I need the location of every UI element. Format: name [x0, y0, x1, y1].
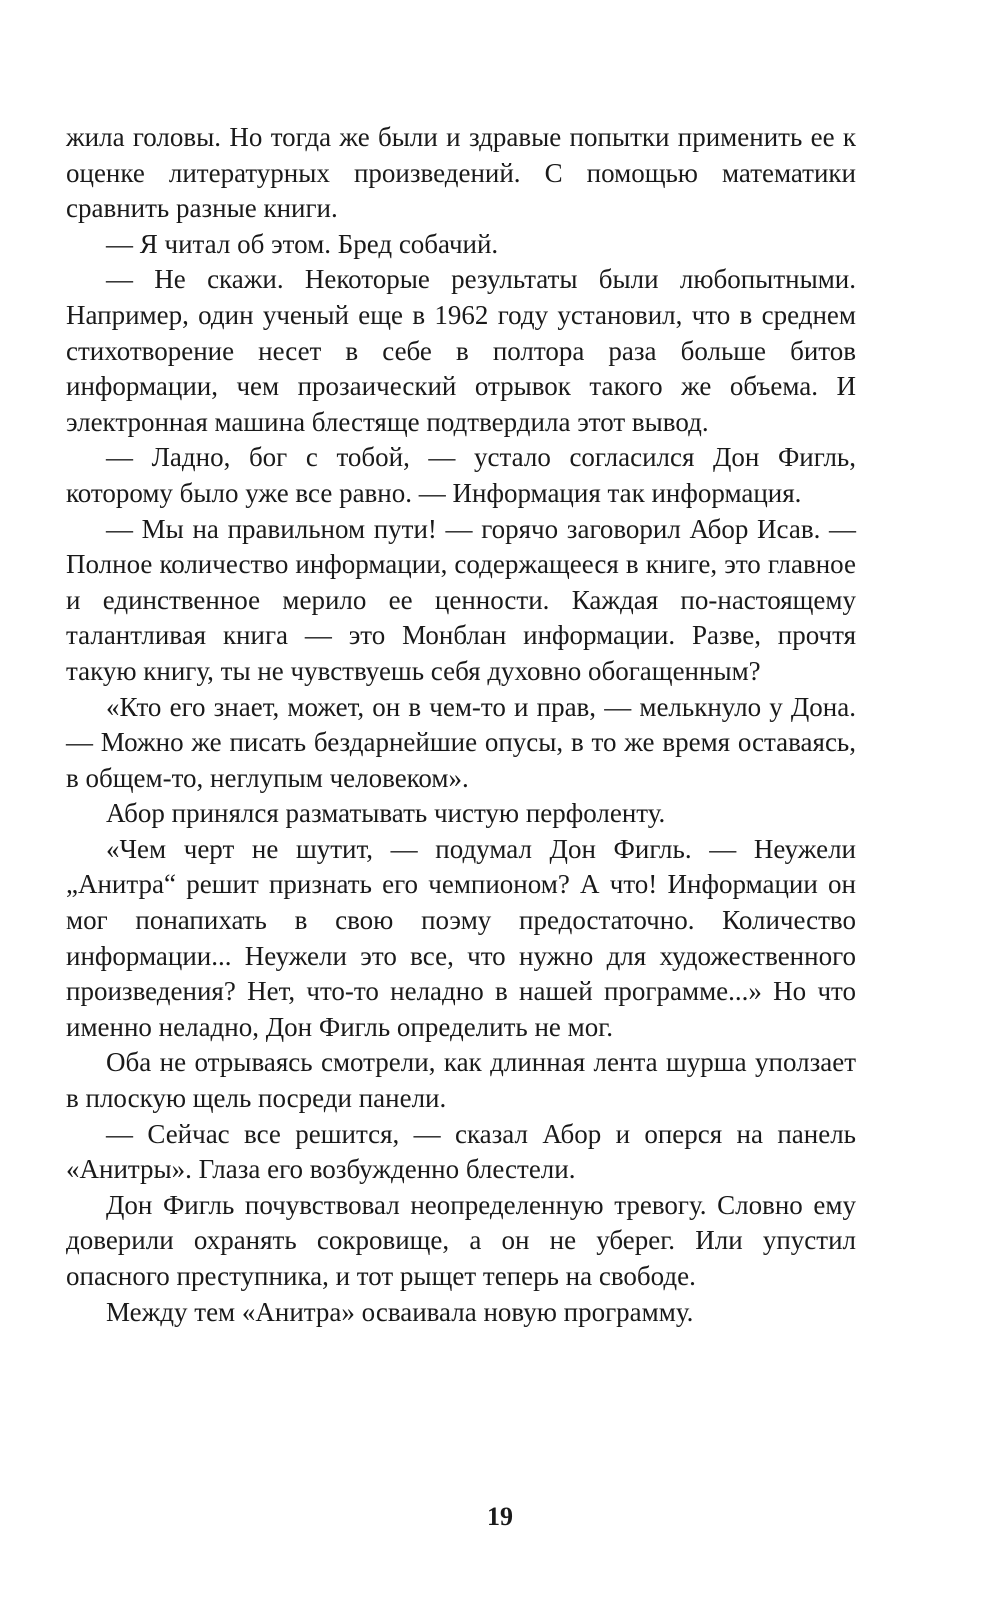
paragraph: жила головы. Но тогда же были и здравые попытки применить ее к оценке литературных произведений. С помощью математики сравнить разные книги. — [66, 122, 856, 224]
paragraph: — Не скажи. Некоторые результаты были любопытными. Например, один ученый еще в 1962 году установил, что в среднем стихотворение несет в себе в полтора раза больше битов информации, чем прозаический отрывок такого же объема. И электронная машина блестяще подтвердила этот вывод. — [66, 264, 856, 437]
paragraph: «Кто его знает, может, он в чем-то и прав, — мелькнуло у Дона. — Можно же писать бездарнейшие опусы, в то же время оставаясь, в общем-то, неглупым человеком». — [66, 691, 856, 793]
paragraph: «Чем черт не шутит, — подумал Дон Фигль. — Неужели „Анитра“ решит признать его чемпионом? А что! Информации он мог понапихать в свою поэму предостаточно. Количество информации... Неужели это все, что нужно для художественного произведения? Нет, что-то неладно в нашей программе...» Но что именно неладно, Дон Фигль определить не мог. — [66, 833, 856, 1042]
paragraph: — Ладно, бог с тобой, — устало согласился Дон Фигль, которому было уже все равно. — Информация так информация. — [66, 442, 856, 508]
body-text — [66, 120, 856, 1330]
paragraph: Абор принялся разматывать чистую перфоленту. — [106, 798, 666, 829]
paragraph: — Я читал об этом. Бред собачий. — [106, 228, 499, 259]
page-number: 19 — [487, 1502, 513, 1531]
paragraph: — Мы на правильном пути! — горячо заговорил Абор Исав. — Полное количество информации, содержащееся в книге, это главное и единственное мерило ее ценности. Каждая по-настоящему талантливая книга — это Монблан информации. Разве, прочтя такую книгу, ты не чувствуешь себя духовно обогащенным? — [66, 513, 856, 686]
paragraph: Дон Фигль почувствовал неопределенную тревогу. Словно ему доверили охранять сокровище, а он не уберег. Или упустил опасного преступника, и тот рыщет теперь на свободе. — [66, 1189, 856, 1291]
paragraph: — Сейчас все решится, — сказал Абор и оперся на панель «Анитры». Глаза его возбужденно блестели. — [66, 1118, 856, 1185]
paragraph: Оба не отрываясь смотрели, как длинная лента шурша уползает в плоскую щель посреди панели. — [66, 1047, 856, 1114]
paragraph: Между тем «Анитра» осваивала новую программу. — [106, 1296, 694, 1327]
